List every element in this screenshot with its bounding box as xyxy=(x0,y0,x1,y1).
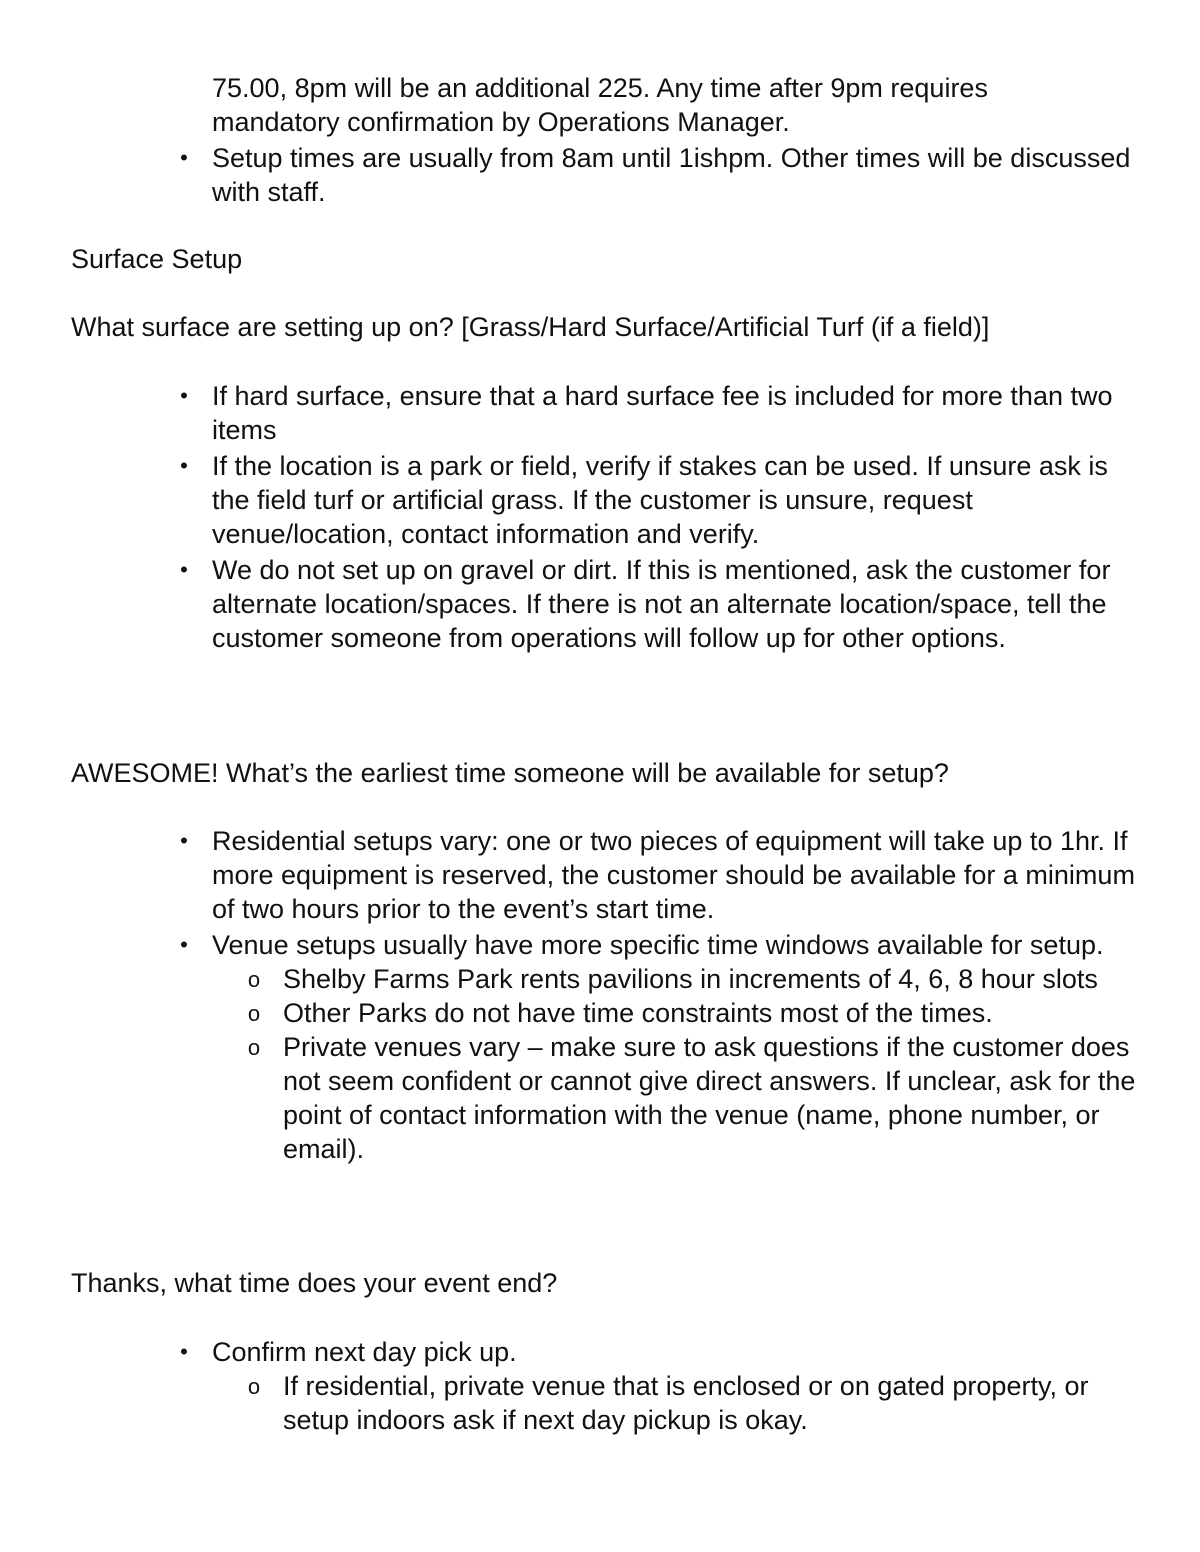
intro-line-2: mandatory confirmation by Operations Manager. xyxy=(212,107,790,137)
bullet-icon: • xyxy=(180,828,188,853)
sub-bullet-icon: o xyxy=(247,1001,261,1026)
pickup-sub-list xyxy=(212,1369,1140,1437)
list-item xyxy=(0,141,1200,209)
list-item-text: If the location is a park or field, verify if stakes can be used. If unsure ask is the field turf or artificial grass. If the customer is unsure, request venue/location, contact information and verify. xyxy=(212,451,1108,549)
list-item xyxy=(0,379,1200,447)
list-item-text: Residential setups vary: one or two pieces of equipment will take up to 1hr. If more equipment is reserved, the customer should be available for a minimum of two hours prior to the event’s start time. xyxy=(212,826,1135,924)
bullet-icon: • xyxy=(180,1339,188,1364)
bullet-icon: • xyxy=(180,145,188,170)
event-end-bullet-list xyxy=(0,1335,1200,1439)
sub-bullet-icon: o xyxy=(247,1374,261,1399)
list-item-text: Venue setups usually have more specific time windows available for setup. xyxy=(212,930,1104,960)
event-end-question: Thanks, what time does your event end? xyxy=(71,1268,558,1298)
bullet-icon: • xyxy=(180,557,188,582)
section-heading-surface: Surface Setup xyxy=(71,244,243,274)
sub-list-item-text: Shelby Farms Park rents pavilions in increments of 4, 6, 8 hour slots xyxy=(283,964,1098,994)
list-item-text: Confirm next day pick up. xyxy=(212,1337,517,1367)
list-item xyxy=(0,824,1200,926)
list-item-text: If hard surface, ensure that a hard surface fee is included for more than two items xyxy=(212,381,1113,445)
list-item xyxy=(0,1335,1200,1437)
bullet-icon: • xyxy=(180,383,188,408)
venue-sub-list xyxy=(212,962,1140,1166)
intro-line-1: 75.00, 8pm will be an additional 225. Any time after 9pm requires xyxy=(212,73,988,103)
bullet-icon: • xyxy=(180,932,188,957)
sub-list-item xyxy=(212,1030,1140,1166)
list-item xyxy=(0,449,1200,551)
surface-bullet-list xyxy=(0,379,1200,657)
setup-time-bullet-list xyxy=(0,824,1200,1168)
sub-list-item-text: If residential, private venue that is enclosed or on gated property, or setup indoors ask if next day pickup is okay. xyxy=(283,1371,1089,1435)
sub-bullet-icon: o xyxy=(247,967,261,992)
surface-question: What surface are setting up on? [Grass/Hard Surface/Artificial Turf (if a field)] xyxy=(71,312,990,342)
sub-list-item-text: Private venues vary – make sure to ask questions if the customer does not seem confident or cannot give direct answers. If unclear, ask for the point of contact information with the venue (name, phone number, or email). xyxy=(283,1032,1136,1164)
sub-list-item xyxy=(212,1369,1140,1437)
sub-list-item xyxy=(212,996,1140,1030)
list-item-text: We do not set up on gravel or dirt. If this is mentioned, ask the customer for alternate location/spaces. If there is not an alternate location/space, tell the customer someone from operations will follow up for other options. xyxy=(212,555,1111,653)
setup-time-question: AWESOME! What’s the earliest time someone will be available for setup? xyxy=(71,758,949,788)
bullet-icon: • xyxy=(180,453,188,478)
sub-list-item-text: Other Parks do not have time constraints most of the times. xyxy=(283,998,993,1028)
intro-bullet-list xyxy=(0,141,1200,211)
list-item-text: Setup times are usually from 8am until 1ishpm. Other times will be discussed with staff. xyxy=(212,143,1131,207)
sub-list-item xyxy=(212,962,1140,996)
list-item xyxy=(0,928,1200,1166)
list-item xyxy=(0,553,1200,655)
sub-bullet-icon: o xyxy=(247,1035,261,1060)
